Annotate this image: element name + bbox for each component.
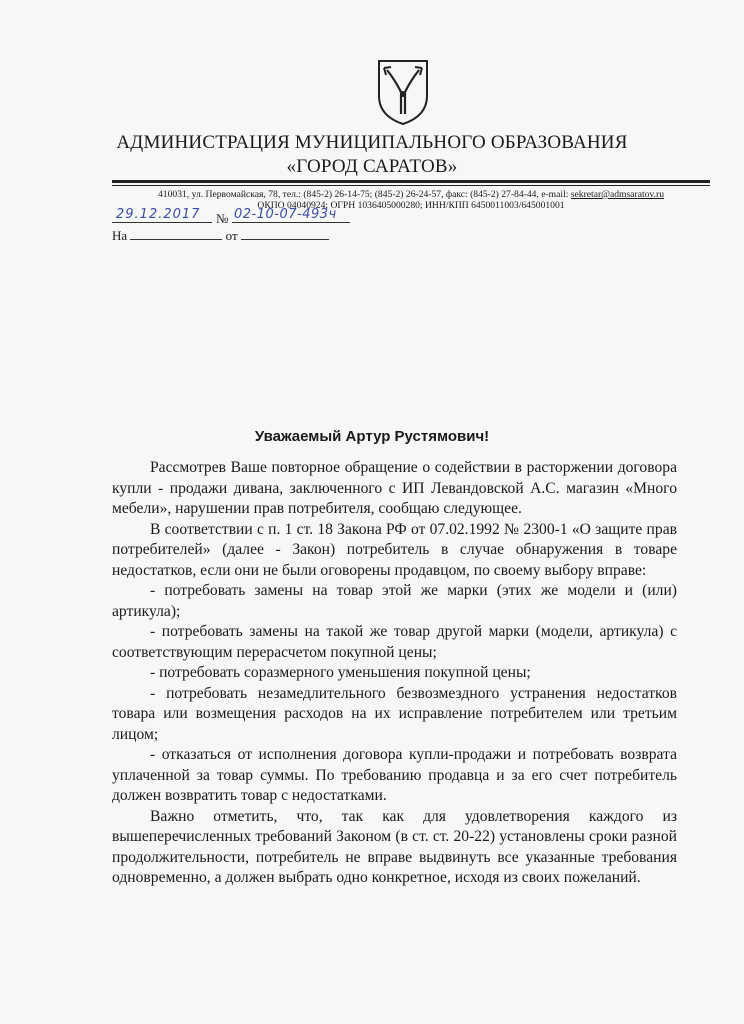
reply-date-blank bbox=[241, 227, 329, 240]
letter-body bbox=[112, 458, 677, 889]
org-title-line2: «ГОРОД САРАТОВ» bbox=[286, 156, 458, 177]
number-underline bbox=[232, 222, 350, 223]
contacts-registry: ОКПО 04040924; ОГРН 1036405000280; ИНН/КПП 6450011003/645001001 bbox=[257, 200, 565, 211]
paragraph-intro: Рассмотрев Ваше повторное обращение о содействии в расторжении договора купли - продажи дивана, заключенного с ИП Левандовской А.С. магазин «Много мебели», нарушении прав потребителя, сообщаю следующее. bbox=[112, 459, 677, 517]
email-link[interactable]: sekretar@admsaratov.ru bbox=[570, 189, 664, 200]
handwritten-date: 29.12.2017 bbox=[116, 207, 201, 222]
handwritten-number: 02-10-07-493ч bbox=[234, 207, 337, 222]
list-item: - потребовать замены на товар этой же марки (этих же модели и (или) артикула); bbox=[112, 582, 677, 620]
coat-of-arms-icon bbox=[375, 58, 431, 126]
reply-label: На bbox=[112, 228, 128, 243]
list-item: - отказаться от исполнения договора купли-продажи и потребовать возврата уплаченной за товар суммы. По требованию продавца и за его счет потребитель должен возвратить товар с недостатками. bbox=[112, 746, 677, 804]
paragraph-conclusion: Важно отметить, что, так как для удовлетворения каждого из вышеперечисленных требований Законом (в ст. ст. 20-22) установлены сроки разной продолжительности, потребитель не вправе выдвинуть все указанные требования одновременно, а должен выбрать одно конкретное, исходя из своих пожеланий. bbox=[112, 807, 677, 886]
list-item: - потребовать замены на такой же товар другой марки (модели, артикула) с соответствующим перерасчетом покупной цены; bbox=[112, 623, 677, 661]
reply-number-blank bbox=[130, 227, 222, 240]
letterhead-rule-thin bbox=[112, 185, 710, 186]
list-item: - потребовать незамедлительного безвозмездного устранения недостатков товара или возмещения расходов на их исправление потребителем или третьим лицом; bbox=[112, 684, 677, 743]
date-underline bbox=[112, 222, 212, 223]
org-title-line1: АДМИНИСТРАЦИЯ МУНИЦИПАЛЬНОГО ОБРАЗОВАНИЯ bbox=[116, 132, 628, 153]
paragraph-law: В соответствии с п. 1 ст. 18 Закона РФ от 07.02.1992 № 2300-1 «О защите прав потребителей» (далее - Закон) потребитель в случае обнаружения в товаре недостатков, если они не были оговорены продавцом, по своему выбору вправе: bbox=[112, 520, 677, 579]
list-item: - потребовать соразмерного уменьшения покупной цены; bbox=[150, 664, 531, 681]
contacts-text: 410031, ул. Первомайская, 78, тел.: (845-2) 26-14-75; (845-2) 26-24-57, факс: (845-2) 27-84-44, e-mail: bbox=[158, 189, 571, 200]
letter-greeting: Уважаемый Артур Рустямович! bbox=[254, 428, 490, 445]
letterhead-rule-thick bbox=[112, 180, 710, 183]
number-label: № bbox=[216, 211, 229, 226]
reply-reference-row bbox=[112, 227, 329, 244]
contacts-address bbox=[112, 189, 710, 200]
reply-from-label: от bbox=[225, 228, 238, 243]
